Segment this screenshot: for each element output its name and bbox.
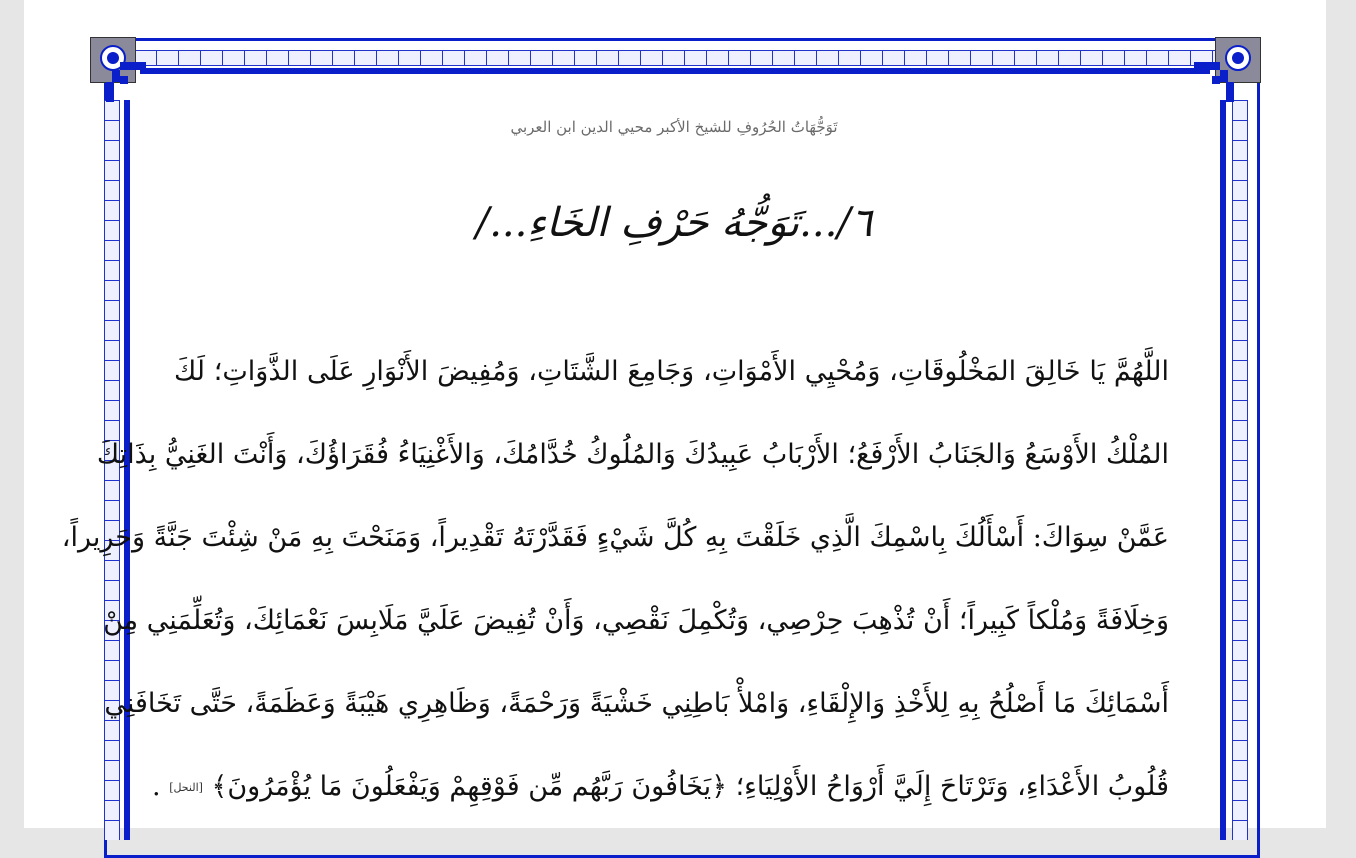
text-line: المُلْكُ الأَوْسَعُ وَالجَنَابُ الأَرْفَعُ؛ الأَرْبَابُ عَبِيدُكَ وَالمُلُوكُ خُدَّامُكَ، وَالأَغْنِيَاءُ فُقَرَاؤُكَ، وَأَنْتَ الغَنِيُّ بِذَاتِكَ xyxy=(96,439,1169,470)
text-line-last xyxy=(152,745,1169,828)
document-page xyxy=(24,0,1326,828)
corner-step-ornament-left xyxy=(106,62,146,102)
corner-step-ornament-right xyxy=(1194,62,1234,102)
quran-verse-text: قُلُوبُ الأَعْدَاءِ، وَتَرْتَاحَ إِلَيَّ أَرْوَاحُ الأَوْلِيَاءِ؛ ﴿يَخَافُونَ رَبَّهُم مِّن فَوْقِهِمْ وَيَفْعَلُونَ مَا يُؤْمَرُونَ﴾ xyxy=(211,771,1169,802)
chapter-title: ٦/...تَوَجُّهُ حَرْفِ الخَاءِ.../ xyxy=(475,200,873,246)
border-line-right xyxy=(1220,100,1226,840)
verse-reference: [النحل] xyxy=(169,781,203,794)
text-line: اللَّهُمَّ يَا خَالِقَ المَخْلُوقَاتِ، وَمُحْيِي الأَمْوَاتِ، وَجَامِعَ الشَّتَاتِ، وَمُفِيضَ الأَنْوَارِ عَلَى الذَّوَاتِ؛ لَكَ xyxy=(174,356,1169,387)
text-line: وَخِلَافَةً وَمُلْكاً كَبِيراً؛ أَنْ تُذْهِبَ حِرْصِي، وَتُكْمِلَ نَقْصِي، وَأَنْ تُفِيضَ عَلَيَّ مَلَابِسَ نَعْمَائِكَ، وَتُعَلِّمَنِي مِنْ xyxy=(103,605,1169,636)
running-header: تَوَجُّهَاتُ الحُرُوفِ للشيخ الأكبر محيي الدين ابن العربي xyxy=(510,118,838,136)
text-line: أَسْمَائِكَ مَا أَصْلُحُ بِهِ لِلأَخْذِ وَالإِلْقَاءِ، وَامْلأْ بَاطِنِي خَشْيَةً وَرَحْمَةً، وَظَاهِرِي هَيْبَةً وَعَظَمَةً، حَتَّى تَخَافَنِي xyxy=(104,688,1169,719)
line-end-mark: . xyxy=(152,771,170,802)
body-text xyxy=(61,330,1169,828)
text-line: عَمَّنْ سِوَاكَ: أَسْأَلُكَ بِاسْمِكَ الَّذِي خَلَقْتَ بِهِ كُلَّ شَيْءٍ فَقَدَّرْتَهُ تَقْدِيراً، وَمَنَحْتَ بِهِ مَنْ شِئْتَ جَنَّةً وَحَرِيراً، xyxy=(61,522,1169,553)
border-line-top xyxy=(140,68,1210,74)
border-band-right xyxy=(1232,100,1248,840)
border-band-top xyxy=(134,50,1234,66)
